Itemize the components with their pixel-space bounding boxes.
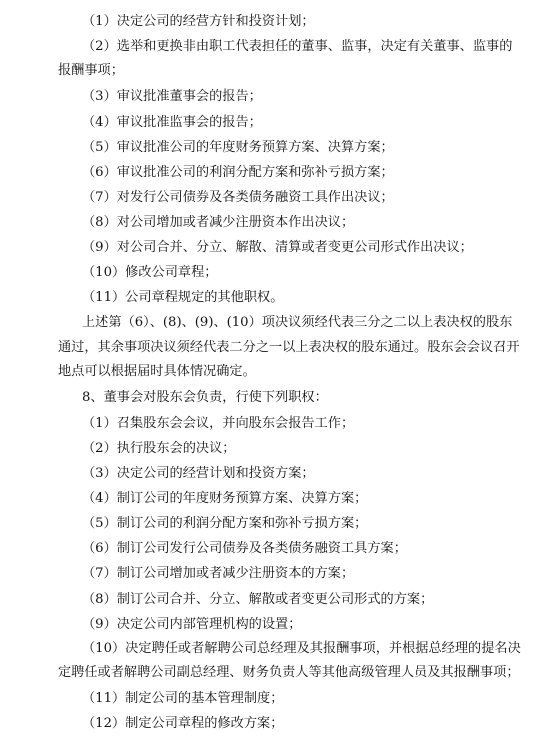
- text-line: （3）决定公司的经营计划和投资方案；: [82, 466, 315, 481]
- text-line: 报酬事项；: [58, 63, 124, 78]
- text-line: （1）召集股东会会议，并向股东会报告工作；: [82, 416, 355, 431]
- text-line: （2）执行股东会的决议；: [82, 441, 236, 456]
- text-line: （12）制定公司章程的修改方案；: [82, 716, 284, 731]
- text-line: （9）决定公司内部管理机构的设置；: [82, 617, 302, 632]
- text-line: （10）决定聘任或者解聘公司总经理及其报酬事项，并根据总经理的提名决: [82, 641, 521, 656]
- text-line: （11）制定公司的基本管理制度；: [82, 691, 284, 706]
- text-line: （8）对公司增加或者减少注册资本作出决议；: [82, 215, 355, 230]
- text-line: （2）选举和更换非由职工代表担任的董事、监事，决定有关董事、监事的: [82, 39, 513, 54]
- text-line: （3）审议批准董事会的报告；: [82, 89, 262, 104]
- text-line: （4）审议批准监事会的报告；: [82, 115, 262, 130]
- text-line: 8、董事会对股东会负责，行使下列职权：: [82, 390, 328, 405]
- text-line: 通过，其余事项决议须经代表二分之一以上表决权的股东通过。股东会会议召开: [58, 340, 520, 355]
- text-line: （8）制订公司合并、分立、解散或者变更公司形式的方案；: [82, 592, 434, 607]
- text-line: （6）审议批准公司的利润分配方案和弥补亏损方案；: [82, 165, 394, 180]
- text-line: 上述第（6）、(8)、(9)、(10）项决议须经代表三分之二以上表决权的股东: [82, 315, 513, 330]
- text-line: （6）制订公司发行公司债券及各类债务融资工具方案；: [82, 541, 407, 556]
- text-line: （1）决定公司的经营方针和投资计划；: [82, 14, 315, 29]
- text-line: 定聘任或者解聘公司副总经理、财务负责人等其他高级管理人员及其报酬事项；: [58, 665, 520, 680]
- text-line: （5）审议批准公司的年度财务预算方案、决算方案；: [82, 140, 394, 155]
- text-line: （4）制订公司的年度财务预算方案、决算方案；: [82, 491, 368, 506]
- text-line: （11）公司章程规定的其他职权。: [82, 290, 284, 305]
- text-line: （10）修改公司章程；: [82, 265, 218, 280]
- text-line: （9）对公司合并、分立、解散、清算或者变更公司形式作出决议；: [82, 240, 473, 255]
- text-line: （7）对发行公司债券及各类债务融资工具作出决议；: [82, 190, 394, 205]
- text-line: 地点可以根据届时具体情况确定。: [58, 364, 256, 379]
- text-line: （7）制订公司增加或者减少注册资本的方案；: [82, 566, 355, 581]
- text-line: （5）制订公司的利润分配方案和弥补亏损方案；: [82, 516, 368, 531]
